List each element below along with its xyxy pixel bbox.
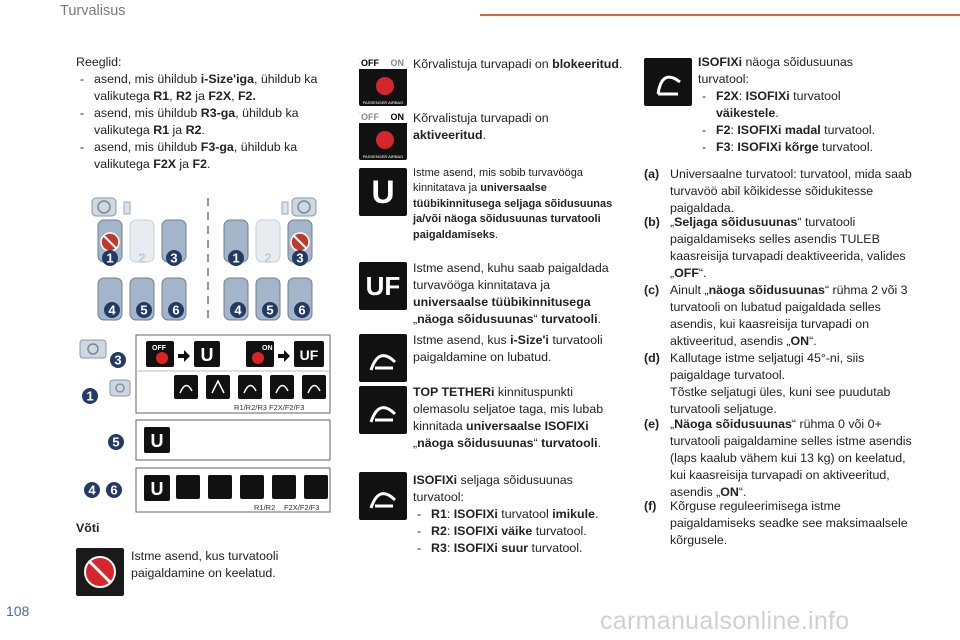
- isofix-front-list: [698, 88, 898, 156]
- list-item: [413, 523, 613, 540]
- list-text: :: [446, 506, 454, 521]
- forbidden-text: Istme asend, kus turvatooli paigaldamine on keelatud.: [131, 549, 279, 580]
- list-item: [413, 540, 613, 557]
- description-text: blokeeritud: [552, 57, 619, 71]
- isofix-rear-list: [413, 506, 613, 557]
- watermark: carmanualsonline.info: [600, 607, 850, 635]
- isofix-rear-intro-rest: seljaga sõidusuunas turvatool:: [413, 473, 573, 504]
- rule-text: F3-ga: [200, 139, 234, 154]
- rule-text: R1: [153, 122, 170, 137]
- list-text: :: [730, 139, 738, 154]
- description-text: turvatooli paigaldamine on lubatud.: [413, 333, 603, 364]
- isize-description: [413, 332, 623, 366]
- note-run: “ rühma 0 või 0+ turvatooli paigaldamine selles istme asendis (laps kaalub vähem kui 13 kg) on keelatud, kui kaasreisija turvapadi on aktiveeritud, asendis „: [670, 417, 912, 499]
- list-text: ISOFIXi: [745, 88, 790, 103]
- list-text: :: [730, 122, 738, 137]
- list-text: turvatool: [497, 506, 553, 521]
- isofix-front-intro-rest: näoga sõidusuunas turvatool:: [698, 55, 853, 86]
- rule-text: , ühildub ka valikutega: [94, 139, 298, 171]
- isofix-forward-facing-icon: [304, 475, 328, 499]
- rule-text: asend, mis ühildub: [94, 71, 201, 86]
- seat-number-5: 5: [112, 434, 120, 450]
- airbag-off-icon: [359, 58, 407, 106]
- passenger-airbag-caption: PASSENGER AIRBAG: [362, 99, 404, 105]
- description-text: „: [413, 311, 418, 326]
- rule-text: asend, mis ühildub: [94, 105, 201, 120]
- uf-icon: [359, 262, 407, 310]
- isofix-rear-block: [413, 472, 613, 557]
- seat-number-4: 4: [88, 482, 96, 498]
- note-label: (a): [644, 167, 660, 181]
- rule-item: [76, 139, 346, 173]
- row1-labels: R1/R2/R3 F2X/F2/F3: [234, 403, 305, 412]
- note-run: Kallutage istme seljatugi 45°-ni, siis paigaldage turvatool. Tõstke seljatugi üles, kuni see puudutab turvatooli seljatuge.: [670, 351, 891, 416]
- header-rule: [480, 14, 960, 16]
- rule-text: .: [206, 156, 211, 171]
- isofix-rear-facing-icon: [240, 475, 264, 499]
- seat-number-3: 3: [114, 352, 122, 368]
- page-number: 108: [6, 603, 30, 619]
- car-right: [224, 198, 316, 320]
- car-left: [92, 198, 186, 320]
- note-item: [644, 498, 914, 549]
- row3-labels-b: F2X/F2/F3: [284, 503, 320, 512]
- seat-number-2: 2: [264, 250, 272, 266]
- list-text: .: [775, 105, 779, 120]
- rule-text: F2X: [153, 156, 176, 171]
- note-run: Seljaga sõidusuunas: [674, 215, 798, 229]
- section-header: Turvalisus: [60, 3, 126, 19]
- list-text: ISOFIXi suur: [453, 540, 529, 555]
- isofix-rear-facing-icon: [238, 375, 262, 399]
- seat-number-4: 4: [108, 302, 116, 318]
- legend-title: Võti: [76, 521, 100, 535]
- rule-text: R2: [175, 88, 192, 103]
- description-text: universaalse tüübikinnitusega seljaga sõidusuunas ja/või näoga sõidusuunas turvatooli paigaldamiseks: [413, 182, 613, 241]
- seat-number-1: 1: [86, 388, 94, 404]
- note-run: ON: [790, 333, 810, 348]
- isofix-icons-row-1: [174, 375, 326, 399]
- airbag-on-to-uf: [246, 341, 324, 367]
- description-text: Kõrvalistuja turvapadi on: [413, 111, 549, 125]
- seat-number-4: 4: [234, 302, 242, 318]
- note-run: „: [670, 215, 675, 229]
- airbag-off-text: OFF: [361, 58, 379, 68]
- list-text: turvatool.: [528, 540, 583, 555]
- airbag-off-text: OFF: [361, 112, 379, 122]
- isofix-rear-facing-icon: [359, 472, 407, 520]
- list-item: [413, 506, 613, 523]
- note-item: [644, 214, 914, 282]
- rule-text: ,: [231, 88, 238, 103]
- isofix-rear-intro-bold: ISOFIXi: [413, 473, 458, 487]
- seat-number-5: 5: [266, 302, 274, 318]
- note-label: (c): [644, 283, 660, 297]
- description-text: .: [597, 435, 601, 450]
- uf-icon-letter: UF: [365, 271, 401, 301]
- rule-text: R3-ga: [200, 105, 236, 120]
- isofix-forward-facing-icon: [302, 375, 326, 399]
- seat-number-2: 2: [138, 250, 146, 266]
- airbag-on-description: [413, 110, 623, 144]
- note-text: [670, 166, 914, 217]
- seat-number-6: 6: [298, 302, 306, 318]
- description-text: näoga sõidusuunas: [417, 435, 534, 450]
- svg-text:U: U: [150, 479, 164, 499]
- rule-text: ja: [175, 156, 193, 171]
- list-text: turvatool.: [532, 523, 587, 538]
- seat-number-5: 5: [140, 302, 148, 318]
- forbidden-icon: [76, 548, 124, 596]
- airbag-on-text: ON: [390, 112, 404, 122]
- note-run: Kõrguse reguleerimisega istme paigaldamiseks seadke see maksimaalsele kõrgusele.: [670, 499, 908, 547]
- list-text: .: [594, 506, 599, 521]
- list-text: F3: [716, 139, 731, 154]
- list-text: ISOFIXi kõrge: [737, 139, 819, 154]
- isofix-forward-facing-icon: [644, 58, 692, 106]
- list-text: ISOFIXi: [453, 506, 498, 521]
- airbag-on-text: ON: [390, 58, 404, 68]
- rules-list: [76, 71, 346, 173]
- rule-text: ja: [169, 122, 186, 137]
- rules-intro: Reeglid:: [76, 55, 122, 69]
- seat-number-6: 6: [110, 482, 118, 498]
- rule-text: R2: [185, 122, 202, 137]
- rule-text: .: [201, 122, 205, 137]
- isize-icon: [174, 375, 198, 399]
- rule-text: ja: [191, 88, 209, 103]
- svg-text:U: U: [150, 431, 164, 451]
- rule-text: , ühildub ka valikutega: [94, 105, 299, 137]
- list-text: ISOFIXi väike: [453, 523, 533, 538]
- description-text: .: [597, 311, 601, 326]
- list-text: :: [446, 523, 454, 538]
- list-text: väikestele: [716, 105, 776, 120]
- airbag-on-icon: [359, 112, 407, 160]
- isofix-front-intro-bold: ISOFIXi: [698, 55, 743, 69]
- note-run: OFF: [674, 265, 699, 280]
- isize-icon: [359, 334, 407, 382]
- rule-item: [76, 71, 346, 105]
- seat-number-1: 1: [232, 250, 240, 266]
- list-text: F2X: [716, 88, 739, 103]
- svg-text:OFF: OFF: [152, 345, 166, 352]
- list-item: [698, 88, 898, 122]
- list-text: imikule: [552, 506, 595, 521]
- list-text: :: [738, 88, 746, 103]
- arrow-icon: [178, 350, 190, 362]
- note-item: [644, 350, 914, 418]
- description-text: .: [482, 127, 487, 142]
- description-text: Istme asend, kus: [413, 333, 511, 347]
- note-run: „: [670, 417, 675, 431]
- seat-3-row-label: [80, 340, 126, 368]
- forbidden-icon-box: [76, 548, 124, 596]
- u-icon: [359, 168, 407, 216]
- note-item: [644, 166, 914, 217]
- note-label: (e): [644, 417, 660, 431]
- list-text: R1: [431, 506, 447, 521]
- description-text: .: [618, 57, 623, 71]
- description-text: “: [533, 311, 542, 326]
- rule-text: F2X: [208, 88, 232, 103]
- seat-position-diagram: [74, 190, 344, 520]
- description-text: Istme asend, mis sobib turvavööga kinnitatava ja: [413, 167, 583, 195]
- note-text: [670, 350, 914, 418]
- top-tether-description: [413, 384, 623, 452]
- note-run: näoga sõidusuunas: [708, 283, 825, 297]
- row3-labels-a: R1/R2: [254, 503, 276, 512]
- isofix-front-block: [698, 54, 898, 156]
- description-text: kinnituspunkti olemasolu seljatoe taga, mis lubab kinnitada: [413, 385, 604, 433]
- description-text: turvatooli: [541, 435, 598, 450]
- list-text: R2: [431, 523, 447, 538]
- rule-text: ,: [169, 88, 176, 103]
- rule-text: , ühildub ka valikutega: [94, 71, 318, 103]
- note-run: Ainult „: [670, 283, 709, 297]
- note-label: (d): [644, 351, 660, 365]
- isofix-forward-facing-icon: [272, 475, 296, 499]
- note-text: [670, 498, 914, 549]
- top-tether-icon: [208, 475, 232, 499]
- seat-1-row-label: [82, 380, 130, 404]
- description-text: universaalse tüübikinnitusega: [413, 294, 591, 309]
- description-text: i-Size'i: [510, 333, 549, 347]
- description-text: turvatooli: [541, 311, 598, 326]
- note-text: [670, 214, 914, 282]
- list-text: turvatool: [789, 88, 841, 103]
- note-run: “.: [738, 484, 747, 499]
- list-text: ISOFIXi madal: [737, 122, 821, 137]
- u-description: [413, 166, 623, 243]
- note-item: [644, 416, 914, 501]
- note-text: [670, 282, 914, 350]
- note-run: ON: [720, 484, 739, 499]
- note-text: [670, 416, 914, 501]
- rule-text: asend, mis ühildub: [94, 139, 201, 154]
- note-item: [644, 282, 914, 350]
- rule-text: F2: [192, 156, 207, 171]
- rule-text: i-Size'iga: [200, 71, 254, 86]
- description-text: universaalse ISOFIXi: [466, 418, 589, 433]
- list-text: F2: [716, 122, 731, 137]
- svg-text:U: U: [200, 345, 214, 365]
- list-text: turvatool.: [818, 139, 874, 154]
- passenger-airbag-caption: PASSENGER AIRBAG: [362, 153, 404, 159]
- note-run: Universaalne turvatool: turvatool, mida saab turvavöö abil kõikidesse sõidukitesse paigaldada.: [670, 167, 912, 215]
- description-text: Kõrvalistuja turvapadi on: [413, 57, 553, 71]
- note-run: Näoga sõidusuunas: [674, 417, 792, 431]
- note-run: “.: [698, 265, 707, 280]
- rules-block: [76, 54, 346, 173]
- seat-number-1: 1: [106, 250, 114, 266]
- svg-text:ON: ON: [262, 345, 273, 352]
- rule-item: [76, 105, 346, 139]
- rule-text: F2.: [237, 88, 256, 103]
- svg-text:UF: UF: [299, 347, 319, 363]
- top-tether-icon: [359, 386, 407, 434]
- description-text: Istme asend, kuhu saab paigaldada turvavööga kinnitatava ja: [413, 261, 609, 292]
- isize-icon: [176, 475, 200, 499]
- note-run: “ rühma 2 või 3 turvatooli on lubatud paigaldada selles asendis, kui kaasreisija turvapadi on aktiveeritud, asendis „: [670, 283, 908, 348]
- description-text: näoga sõidusuunas: [417, 311, 534, 326]
- seat-number-6: 6: [172, 302, 180, 318]
- seat-number-3: 3: [296, 250, 304, 266]
- description-text: „: [413, 435, 418, 450]
- isofix-forward-facing-icon: [270, 375, 294, 399]
- note-label: (b): [644, 215, 660, 229]
- description-text: “: [533, 435, 542, 450]
- description-text: .: [494, 228, 498, 241]
- airbag-off-description: [413, 56, 623, 73]
- rule-text: R1: [153, 88, 170, 103]
- note-run: “ turvatooli paigaldamiseks selles asendis TULEB kaasreisija turvapadi deaktiveerida, valides „: [670, 215, 906, 280]
- arrow-icon: [278, 350, 290, 362]
- top-tether-icon: [206, 375, 230, 399]
- list-text: turvatool.: [820, 122, 876, 137]
- note-run: “.: [809, 333, 817, 348]
- uf-description: [413, 260, 623, 328]
- list-item: [698, 122, 898, 139]
- list-text: R3: [431, 540, 447, 555]
- note-label: (f): [644, 499, 657, 513]
- description-text: aktiveeritud: [413, 127, 483, 142]
- airbag-off-to-u: [146, 341, 220, 367]
- u-icon-letter: U: [371, 174, 395, 210]
- list-item: [698, 139, 898, 156]
- description-text: TOP TETHERi: [413, 385, 495, 399]
- seat-number-3: 3: [170, 250, 178, 266]
- list-text: :: [446, 540, 454, 555]
